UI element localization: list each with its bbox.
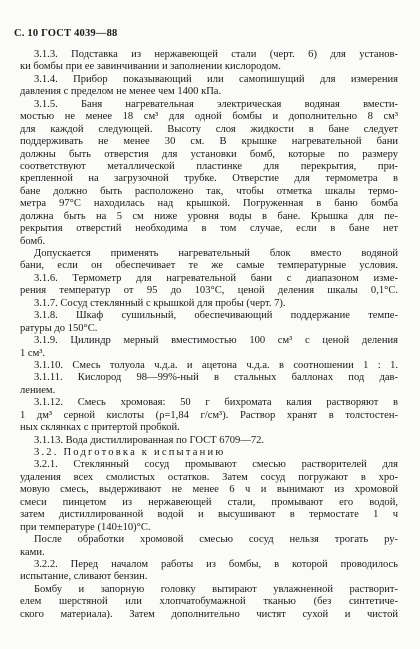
text-line: 1 см³.: [20, 347, 46, 359]
text-line: 3.2.1. Стеклянный сосуд промывают смесью растворителей для: [34, 459, 398, 471]
text-line: 3.1.7. Сосуд стеклянный с крышкой для пробы (черт. 7).: [34, 297, 286, 309]
text-line: смеси пинцетом из нержавеющей стали, промывают его водой,: [20, 496, 398, 508]
text-line: для каждой следующей. Высоту слоя жидкости в бане следует: [20, 123, 398, 135]
text-line: должна быть на 5 см ниже уровня воды в бане. Крышка для пе-: [20, 210, 398, 222]
text-line: елем шерстяной или хлопчатобумажной тканью (без синтетиче-: [20, 596, 398, 608]
text-line: лением.: [20, 384, 56, 396]
text-line: бани, если он обеспечивает те же самые температурные условия.: [20, 260, 398, 272]
page-header: С. 10 ГОСТ 4039—88: [14, 28, 118, 39]
text-line: давления с пределом не менее чем 1400 кПа.: [20, 86, 222, 98]
text-line: 3.2.2. Перед началом работы из бомбы, в которой проводилось: [34, 558, 398, 570]
text-line: метра 97°С находилась над крышкой. Погруженная в баню бомба: [20, 198, 398, 210]
text-line: рекрытия отверстий необходима в том случае, если в бане нет: [20, 223, 398, 235]
text-line: ского материала). Затем дополнительно чистят сухой и чистой: [20, 608, 398, 620]
text-line: рения температур от 95 до 103°С, ценой деления шкалы 0,1°С.: [20, 285, 398, 297]
text-line: 3.1.3. Подставка из нержавеющей стали (черт. 6) для установ-: [34, 49, 398, 60]
text-line: Допускается применять нагревательный блок вместо водяной: [34, 248, 398, 259]
text-line: ки бомбы при ее завинчивании и заполнении кислородом.: [20, 61, 281, 73]
text-line: 3.1.5. Баня нагревательная электрическая водяная вмести-: [34, 98, 398, 110]
text-line: поддерживать не менее 30 см. В крышке нагревательной бани: [20, 136, 398, 148]
text-line: 3.1.11. Кислород 98—99%-ный в стальных баллонах под дав-: [34, 372, 398, 384]
text-line: 3.1.12. Смесь хромовая: 50 г бихромата калия растворяют в: [34, 397, 398, 409]
text-line: 3.1.13. Вода дистиллированная по ГОСТ 6709—72.: [34, 434, 265, 446]
text-line: ных склянках с притертой пробкой.: [20, 422, 180, 434]
text-line: удаления всех смолистых остатков. Затем сосуд погружают в хро-: [20, 471, 398, 483]
text-line: 3.1.9. Цилиндр мерный вместимостью 100 см³ с ценой деления: [34, 335, 398, 347]
text-line: мовую смесь, выдерживают не менее 6 ч и вынимают из хромовой: [20, 484, 398, 496]
text-line: соответствуют металлической пластинке для перекрытия, при-: [20, 160, 398, 172]
text-line: бане должно быть расположено так, чтобы отметка шкалы термо-: [20, 185, 398, 197]
text-line: ратуры до 150°С.: [20, 322, 98, 334]
text-line: крепленной на загрузочной трубке. Отверстие для термометра в: [20, 173, 398, 185]
text-line: 1 дм³ серной кислоты (ρ=1,84 г/см³). Раствор хранят в толстостен-: [20, 409, 398, 421]
text-line: 3.1.10. Смесь толуола ч.д.а. и ацетона ч.д.а. в соотношении 1 : 1.: [34, 359, 398, 371]
text-line: Бомбу и запорную головку вытирают увлажненной растворит-: [34, 583, 398, 595]
text-line: затем дистиллированной водой и высушивают в термостате 1 ч: [20, 509, 398, 521]
text-line: После обработки хромовой смесью сосуд нельзя трогать ру-: [34, 534, 398, 546]
text-line: 3.1.8. Шкаф сушильный, обеспечивающий поддержание темпе-: [34, 310, 398, 322]
text-line: бомб.: [20, 235, 46, 247]
text-line: должны быть отверстия для установки бомб, которые по размеру: [20, 148, 398, 160]
text-line: 3.1.4. Прибор показывающий или самопишущий для измерения: [34, 73, 398, 85]
text-line: испытание, сливают бензин.: [20, 571, 148, 583]
text-line: мостью не менее 18 см³ для одной бомбы и дополнительно 8 см³: [20, 111, 398, 123]
text-line: при температуре (140±10)°С.: [20, 521, 151, 533]
text-line: 3.1.6. Термометр для нагревательной бани с диапазоном изме-: [34, 272, 398, 284]
text-line: 3.2. Подготовка к испытанию: [34, 447, 226, 458]
document-body: [20, 49, 398, 621]
text-line: ками.: [20, 546, 45, 558]
